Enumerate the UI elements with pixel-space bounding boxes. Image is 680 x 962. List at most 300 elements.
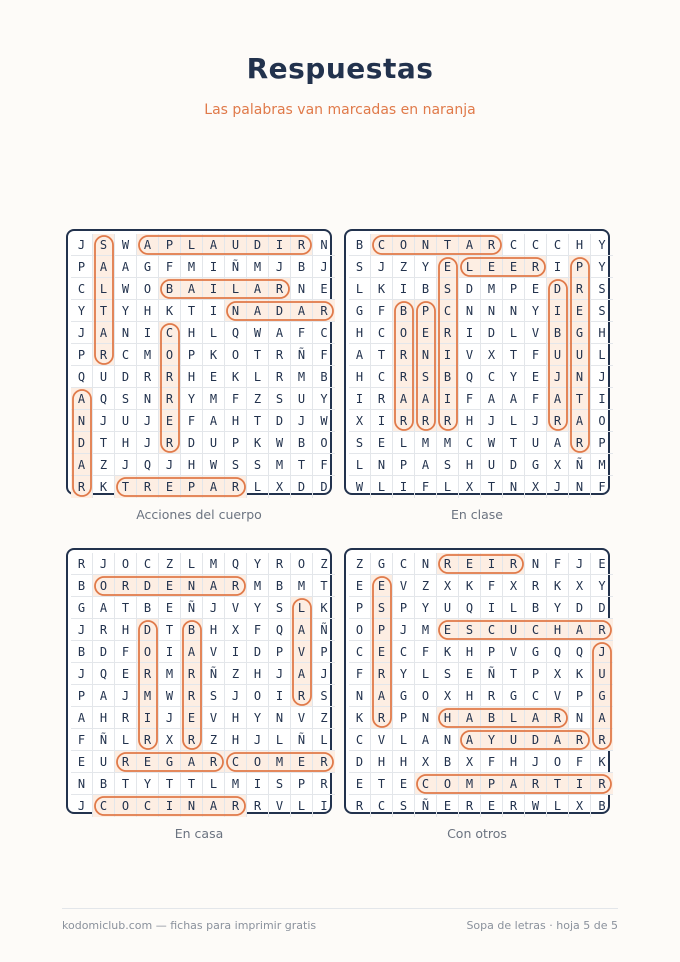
letter-cell: R [291, 685, 313, 707]
letter-cell: F [71, 729, 93, 751]
puzzle-board [66, 548, 332, 814]
letter-cell: P [269, 641, 291, 663]
letter-cell: B [159, 278, 181, 300]
letter-cell: J [547, 476, 569, 498]
letter-cell: B [71, 575, 93, 597]
letter-cell: Y [247, 707, 269, 729]
letter-cell: R [225, 476, 247, 498]
letter-cell: I [159, 795, 181, 817]
letter-cell: O [115, 553, 137, 575]
letter-cell: J [269, 256, 291, 278]
letter-cell: Z [159, 553, 181, 575]
letter-cell: R [591, 729, 613, 751]
letter-cell: B [525, 597, 547, 619]
letter-cell: C [371, 234, 393, 256]
letter-cell: R [313, 751, 335, 773]
letter-cell: X [159, 729, 181, 751]
letter-cell: F [313, 344, 335, 366]
letter-cell: A [393, 388, 415, 410]
footer-site: kodomiclub.com — fichas para imprimir gratis [62, 919, 317, 932]
letter-cell: T [569, 388, 591, 410]
letter-cell: Q [459, 366, 481, 388]
letter-cell: U [569, 344, 591, 366]
letter-cell: P [393, 597, 415, 619]
letter-cell: E [371, 432, 393, 454]
letter-cell: Y [547, 597, 569, 619]
letter-cell: A [291, 300, 313, 322]
letter-cell: I [481, 597, 503, 619]
letter-cell: H [591, 322, 613, 344]
letter-cell: H [503, 751, 525, 773]
letter-cell: R [313, 300, 335, 322]
letter-cell: B [481, 707, 503, 729]
letter-cell: J [269, 663, 291, 685]
letter-cell: P [349, 597, 371, 619]
letter-cell: R [93, 344, 115, 366]
letter-cell: U [115, 410, 137, 432]
letter-cell: C [225, 751, 247, 773]
letter-cell: Y [393, 663, 415, 685]
letter-cell: D [503, 454, 525, 476]
letter-cell: R [269, 344, 291, 366]
letter-cell: E [525, 278, 547, 300]
letter-cell: M [269, 751, 291, 773]
letter-cell: B [437, 751, 459, 773]
letter-cell: R [71, 476, 93, 498]
letter-cell: B [71, 641, 93, 663]
letter-cell: A [459, 234, 481, 256]
letter-cell: B [137, 597, 159, 619]
letter-cell: T [503, 663, 525, 685]
letter-cell: R [269, 278, 291, 300]
letter-cell: P [371, 619, 393, 641]
letter-cell: E [459, 663, 481, 685]
letter-cell: X [525, 476, 547, 498]
letter-cell: G [569, 322, 591, 344]
letter-cell: C [349, 641, 371, 663]
letter-cell: R [159, 366, 181, 388]
letter-cell: W [159, 685, 181, 707]
letter-cell: A [547, 729, 569, 751]
letter-cell: O [159, 344, 181, 366]
letter-cell: O [247, 685, 269, 707]
letter-cell: X [459, 476, 481, 498]
letter-cell: H [349, 322, 371, 344]
letter-cell: L [313, 729, 335, 751]
letter-cell: J [313, 256, 335, 278]
letter-cell: Z [313, 707, 335, 729]
letter-cell: Z [93, 454, 115, 476]
letter-cell: H [371, 751, 393, 773]
letter-cell: C [415, 773, 437, 795]
letter-cell: W [349, 476, 371, 498]
letter-cell: F [159, 256, 181, 278]
letter-cell: C [93, 795, 115, 817]
letter-cell: S [115, 388, 137, 410]
letter-cell: R [159, 388, 181, 410]
letter-cell: V [225, 597, 247, 619]
letter-cell: X [459, 751, 481, 773]
letter-cell: R [569, 432, 591, 454]
letter-cell: E [349, 773, 371, 795]
letter-cell: Y [313, 388, 335, 410]
letter-cell: C [525, 685, 547, 707]
letter-cell: I [547, 300, 569, 322]
letter-cell: E [159, 575, 181, 597]
letter-cell: E [437, 795, 459, 817]
letter-cell: W [313, 410, 335, 432]
letter-cell: N [525, 553, 547, 575]
letter-cell: I [137, 322, 159, 344]
letter-cell: I [269, 685, 291, 707]
letter-cell: R [313, 773, 335, 795]
letter-cell: R [569, 278, 591, 300]
letter-cell: U [291, 388, 313, 410]
letter-cell: I [569, 773, 591, 795]
footer-divider [62, 908, 618, 909]
letter-cell: V [203, 707, 225, 729]
letter-cell: F [459, 388, 481, 410]
letter-cell: G [393, 685, 415, 707]
letter-cell: G [349, 300, 371, 322]
letter-cell: M [203, 388, 225, 410]
letter-cell: N [459, 300, 481, 322]
letter-cell: M [591, 454, 613, 476]
letter-cell: D [137, 619, 159, 641]
letter-cell: D [547, 278, 569, 300]
letter-cell: C [371, 322, 393, 344]
letter-cell: K [591, 751, 613, 773]
letter-cell: D [247, 641, 269, 663]
letter-cell: Q [225, 322, 247, 344]
letter-cell: J [71, 322, 93, 344]
letter-cell: G [525, 454, 547, 476]
letter-cell: T [437, 234, 459, 256]
letter-cell: E [569, 300, 591, 322]
letter-cell: Y [247, 553, 269, 575]
letter-cell: A [71, 707, 93, 729]
letter-cell: M [247, 575, 269, 597]
letter-cell: P [393, 454, 415, 476]
letter-cell: P [181, 476, 203, 498]
letter-cell: D [349, 751, 371, 773]
letter-cell: S [313, 685, 335, 707]
letter-cell: A [71, 388, 93, 410]
letter-cell: T [115, 476, 137, 498]
letter-cell: V [269, 795, 291, 817]
letter-cell: J [371, 256, 393, 278]
letter-cell: W [115, 234, 137, 256]
letter-cell: X [437, 575, 459, 597]
letter-cell: G [371, 553, 393, 575]
letter-cell: R [269, 366, 291, 388]
letter-cell: K [437, 641, 459, 663]
letter-cell: H [459, 685, 481, 707]
letter-cell: U [93, 751, 115, 773]
letter-cell: N [115, 322, 137, 344]
letter-cell: W [203, 454, 225, 476]
letter-cell: M [181, 256, 203, 278]
letter-cell: E [459, 553, 481, 575]
letter-cell: L [349, 454, 371, 476]
letter-cell: E [159, 597, 181, 619]
letter-cell: R [349, 795, 371, 817]
letter-cell: L [247, 476, 269, 498]
puzzle-label: Con otros [447, 826, 507, 841]
letter-cell: M [291, 366, 313, 388]
letter-cell: D [459, 278, 481, 300]
letter-cell: Y [591, 256, 613, 278]
letter-cell: M [459, 773, 481, 795]
letter-cell: Z [393, 256, 415, 278]
letter-cell: Y [247, 597, 269, 619]
letter-cell: J [71, 795, 93, 817]
letter-cell: D [591, 597, 613, 619]
letter-cell: U [547, 344, 569, 366]
letter-cell: E [115, 663, 137, 685]
letter-cell: S [393, 795, 415, 817]
letter-cell: C [393, 553, 415, 575]
letter-cell: P [291, 773, 313, 795]
letter-cell: L [349, 278, 371, 300]
letter-cell: L [437, 476, 459, 498]
letter-cell: C [371, 795, 393, 817]
letter-cell: L [503, 597, 525, 619]
letter-cell: J [569, 553, 591, 575]
letter-cell: H [247, 663, 269, 685]
letter-cell: I [459, 322, 481, 344]
letter-cell: N [313, 234, 335, 256]
letter-cell: Y [481, 729, 503, 751]
letter-cell: D [137, 575, 159, 597]
letter-cell: K [313, 597, 335, 619]
letter-cell: D [569, 597, 591, 619]
letter-cell: A [291, 663, 313, 685]
letter-cell: N [569, 366, 591, 388]
letter-cell: A [203, 575, 225, 597]
letter-cell: V [371, 729, 393, 751]
letter-cell: R [547, 707, 569, 729]
letter-cell: D [269, 300, 291, 322]
letter-cell: K [225, 366, 247, 388]
letter-cell: H [569, 234, 591, 256]
letter-cell: R [181, 729, 203, 751]
letter-cell: O [393, 322, 415, 344]
letter-cell: T [503, 344, 525, 366]
letter-cell: L [203, 773, 225, 795]
letter-cell: R [225, 575, 247, 597]
letter-cell: A [269, 322, 291, 344]
letter-cell: Y [591, 575, 613, 597]
letter-cell: A [481, 388, 503, 410]
letter-cell: R [525, 575, 547, 597]
letter-cell: X [481, 344, 503, 366]
letter-cell: I [393, 278, 415, 300]
letter-cell: Y [503, 366, 525, 388]
letter-cell: N [503, 300, 525, 322]
letter-cell: V [459, 344, 481, 366]
letter-cell: N [181, 575, 203, 597]
letter-cell: R [371, 663, 393, 685]
letter-cell: D [115, 366, 137, 388]
letter-grid [349, 553, 613, 817]
letter-cell: F [415, 641, 437, 663]
letter-cell: F [525, 388, 547, 410]
letter-cell: R [137, 476, 159, 498]
letter-cell: X [269, 476, 291, 498]
letter-cell: V [525, 322, 547, 344]
letter-cell: D [269, 410, 291, 432]
letter-cell: J [159, 454, 181, 476]
letter-cell: J [393, 619, 415, 641]
letter-cell: A [247, 300, 269, 322]
letter-cell: L [503, 707, 525, 729]
letter-cell: Q [269, 619, 291, 641]
letter-cell: R [269, 553, 291, 575]
letter-cell: Z [203, 729, 225, 751]
letter-cell: I [269, 234, 291, 256]
letter-cell: L [225, 278, 247, 300]
letter-cell: T [291, 454, 313, 476]
letter-cell: R [71, 553, 93, 575]
letter-cell: N [181, 795, 203, 817]
letter-cell: R [525, 773, 547, 795]
letter-cell: J [525, 410, 547, 432]
letter-cell: F [247, 619, 269, 641]
letter-cell: G [591, 685, 613, 707]
letter-cell: R [437, 322, 459, 344]
letter-cell: M [137, 344, 159, 366]
letter-cell: L [181, 553, 203, 575]
puzzle-label: Acciones del cuerpo [136, 507, 262, 522]
letter-cell: N [71, 773, 93, 795]
letter-cell: S [269, 597, 291, 619]
letter-cell: L [181, 234, 203, 256]
letter-cell: M [415, 432, 437, 454]
letter-cell: L [547, 795, 569, 817]
letter-cell: E [291, 751, 313, 773]
letter-cell: T [371, 344, 393, 366]
letter-cell: M [269, 454, 291, 476]
letter-cell: T [371, 773, 393, 795]
letter-cell: V [291, 707, 313, 729]
letter-cell: P [159, 234, 181, 256]
letter-cell: S [203, 685, 225, 707]
letter-cell: A [569, 410, 591, 432]
letter-cell: O [437, 773, 459, 795]
letter-cell: Z [247, 388, 269, 410]
letter-cell: U [437, 597, 459, 619]
letter-cell: B [291, 432, 313, 454]
letter-cell: O [591, 410, 613, 432]
letter-cell: I [320, 799, 328, 813]
letter-cell: N [349, 685, 371, 707]
letter-cell: F [291, 322, 313, 344]
letter-cell: K [459, 575, 481, 597]
letter-cell: H [225, 729, 247, 751]
letter-cell: A [459, 707, 481, 729]
letter-cell: R [503, 795, 525, 817]
letter-cell: P [313, 641, 335, 663]
letter-cell: U [525, 432, 547, 454]
letter-cell: W [525, 795, 547, 817]
letter-cell: L [371, 476, 393, 498]
letter-cell: H [437, 707, 459, 729]
letter-cell: D [247, 234, 269, 256]
letter-cell: E [137, 751, 159, 773]
letter-cell: E [181, 707, 203, 729]
letter-cell: L [591, 344, 613, 366]
letter-cell: Y [591, 234, 613, 256]
letter-cell: C [437, 300, 459, 322]
letter-cell: R [437, 553, 459, 575]
letter-cell: C [349, 729, 371, 751]
letter-cell: Ñ [291, 729, 313, 751]
letter-cell: Y [415, 256, 437, 278]
letter-cell: S [225, 454, 247, 476]
letter-cell: C [547, 234, 569, 256]
letter-cell: I [371, 410, 393, 432]
letter-cell: A [203, 476, 225, 498]
letter-cell: T [93, 300, 115, 322]
letter-cell: J [591, 366, 613, 388]
letter-cell: K [569, 663, 591, 685]
letter-cell: P [569, 685, 591, 707]
letter-cell: Y [71, 300, 93, 322]
letter-cell: F [525, 344, 547, 366]
letter-cell: L [291, 597, 313, 619]
letter-grid [349, 234, 613, 498]
letter-cell: I [349, 388, 371, 410]
letter-cell: K [247, 432, 269, 454]
letter-cell: W [269, 432, 291, 454]
letter-cell: P [71, 256, 93, 278]
letter-cell: I [203, 278, 225, 300]
letter-cell: E [371, 575, 393, 597]
letter-cell: J [159, 707, 181, 729]
letter-cell: X [569, 575, 591, 597]
letter-cell: J [137, 432, 159, 454]
letter-cell: C [503, 234, 525, 256]
letter-cell: C [137, 795, 159, 817]
letter-cell: C [159, 322, 181, 344]
letter-cell: R [115, 575, 137, 597]
letter-cell: R [159, 432, 181, 454]
letter-cell: V [503, 641, 525, 663]
letter-cell: N [415, 707, 437, 729]
letter-cell: D [525, 729, 547, 751]
letter-cell: Ñ [481, 663, 503, 685]
letter-cell: L [393, 729, 415, 751]
letter-cell: M [203, 553, 225, 575]
letter-cell: A [503, 773, 525, 795]
letter-cell: N [569, 476, 591, 498]
letter-cell: N [481, 300, 503, 322]
letter-cell: Y [415, 597, 437, 619]
letter-cell: A [181, 751, 203, 773]
letter-cell: B [269, 575, 291, 597]
letter-cell: P [591, 432, 613, 454]
letter-cell: U [93, 366, 115, 388]
letter-cell: S [415, 366, 437, 388]
letter-cell: T [181, 300, 203, 322]
letter-cell: B [598, 799, 606, 813]
letter-cell: R [225, 795, 247, 817]
letter-cell: Z [225, 663, 247, 685]
letter-cell: B [349, 234, 371, 256]
letter-cell: R [181, 663, 203, 685]
letter-cell: A [71, 454, 93, 476]
